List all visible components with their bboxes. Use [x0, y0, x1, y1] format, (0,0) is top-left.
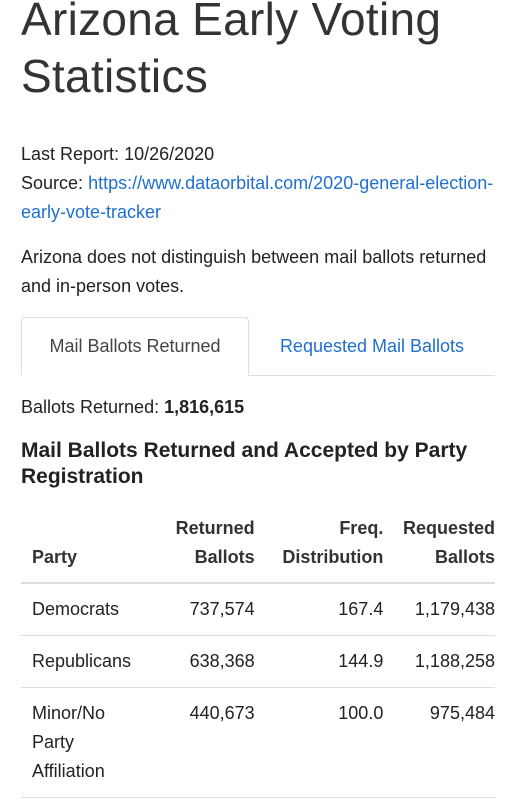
cell-party: Republicans [21, 636, 148, 688]
cell-requested: 975,484 [383, 688, 495, 798]
last-report-line [21, 140, 495, 169]
cell-freq: 100.0 [255, 688, 384, 798]
cell-returned: 737,574 [148, 583, 255, 636]
tab-requested-mail-ballots[interactable]: Requested Mail Ballots [279, 335, 465, 356]
cell-party: Democrats [21, 583, 148, 636]
table-row [21, 688, 495, 798]
header-requested-ballots: Requested Ballots [383, 514, 495, 583]
summary-value: 1,816,615 [164, 397, 245, 417]
cell-freq: 167.4 [255, 583, 384, 636]
table-row [21, 636, 495, 688]
header-returned-ballots: Returned Ballots [148, 514, 255, 583]
cell-returned: 440,673 [148, 688, 255, 798]
tab-bar [21, 317, 495, 376]
header-party: Party [21, 514, 148, 583]
cell-returned: 638,368 [148, 636, 255, 688]
source-label: Source: [21, 173, 84, 193]
table-title: Mail Ballots Returned and Accepted by Party Registration [21, 439, 468, 488]
report-meta [21, 140, 495, 227]
cell-requested: 1,188,258 [383, 636, 495, 688]
cell-party: Minor/No Party Affiliation [21, 688, 148, 798]
source-link[interactable]: https://www.dataorbital.com/2020-general-election-early-vote-tracker [21, 173, 494, 222]
cell-freq: 144.9 [255, 636, 384, 688]
cell-requested: 1,179,438 [383, 583, 495, 636]
last-report-value: 10/26/2020 [124, 144, 215, 164]
note-text: Arizona does not distinguish between mail ballots returned and in-person votes. [21, 247, 487, 296]
table-header-row [21, 514, 495, 583]
tab-mail-ballots-returned[interactable]: Mail Ballots Returned [21, 317, 249, 376]
source-line [21, 169, 495, 227]
party-table [21, 514, 495, 798]
ballots-returned-summary [21, 394, 495, 420]
page-title: Arizona Early Voting Statistics [21, 0, 442, 102]
table-row [21, 583, 495, 636]
last-report-label: Last Report: [21, 144, 120, 164]
summary-label: Ballots Returned: [21, 397, 160, 417]
header-freq-distribution: Freq. Distribution [255, 514, 384, 583]
